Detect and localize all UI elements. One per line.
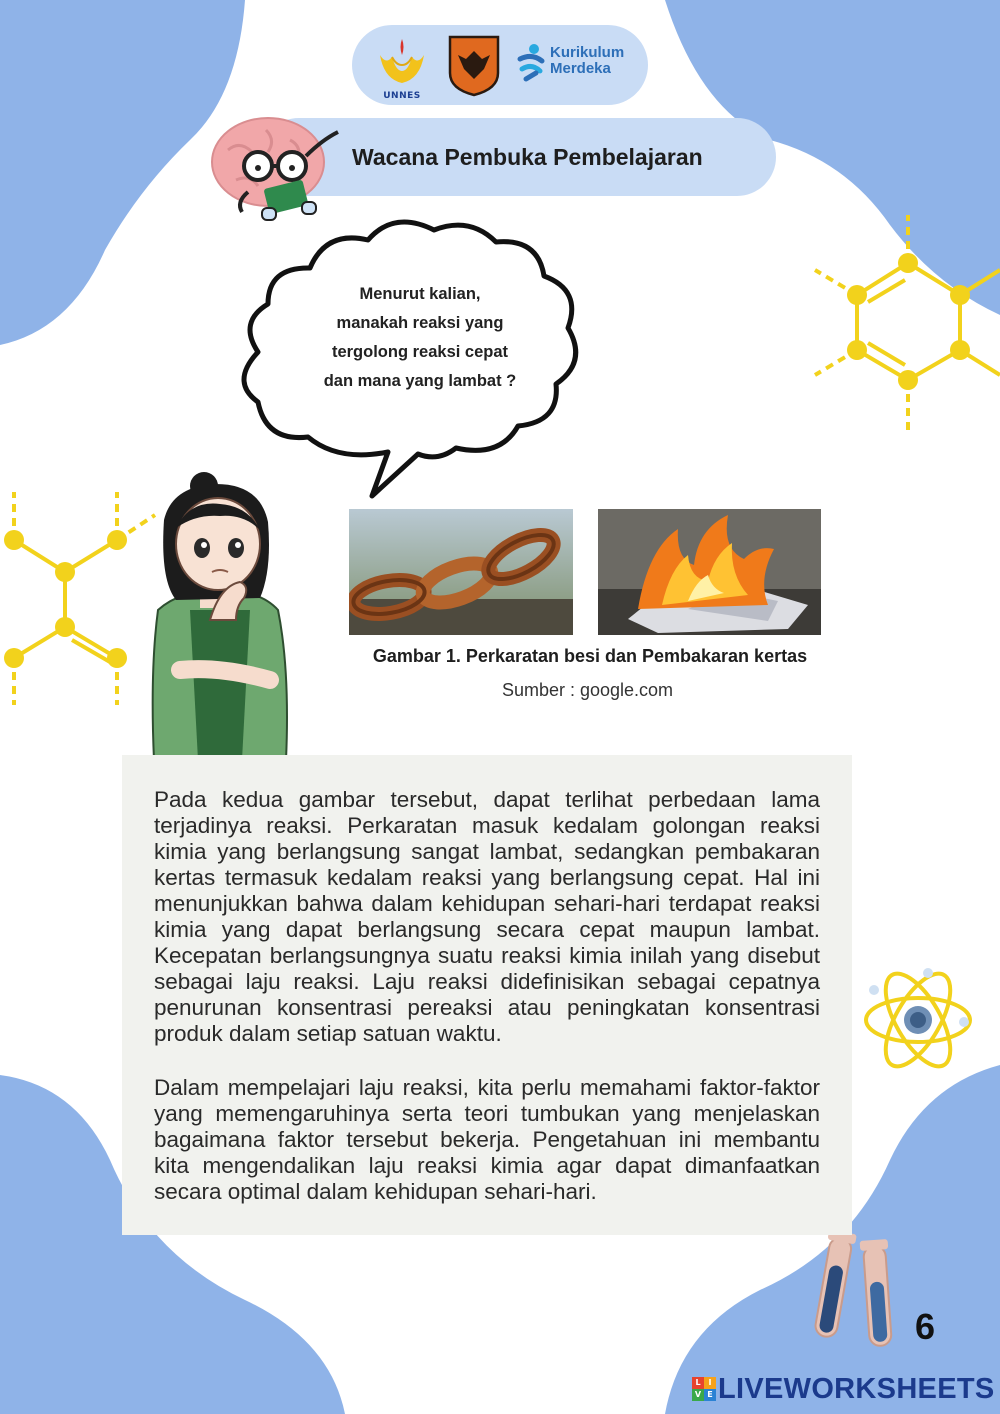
liveworksheets-watermark[interactable]: [692, 1372, 995, 1406]
unnes-logo: [374, 35, 430, 101]
unnes-emblem-icon: [374, 35, 430, 91]
eagle-shield-icon: [448, 33, 500, 97]
page-number: 6: [915, 1306, 936, 1347]
section-title: Wacana Pembuka Pembelajaran: [352, 144, 703, 170]
kurikulum-merdeka-logo: [516, 43, 636, 87]
kurikulum-merdeka-icon: [516, 43, 546, 83]
speech-bubble-question: [290, 280, 550, 396]
school-shield-logo: [448, 33, 500, 97]
atom-icon: [866, 964, 970, 1076]
bubble-line: Menurut kalian,: [359, 285, 481, 303]
figure-caption: Gambar 1. Perkaratan besi dan Pembakaran kertas: [372, 646, 808, 666]
photo-burning-paper: [598, 509, 821, 635]
burning-paper-image: [598, 509, 821, 635]
figure-source: Sumber : google.com: [501, 680, 674, 700]
body-paragraph-1: Pada kedua gambar tersebut, dapat terlihat perbedaan lama terjadinya reaksi. Perkaratan masuk kedalam golongan reaksi kimia yang berlangsung sangat lambat, sedangkan pembakaran kertas termasuk kedalam reaksi yang berlangsung cepat. Hal ini menunjukkan bahwa dalam kehidupan sehari-hari terdapat reaksi kimia yang dapat berlangsung secara cepat maupun lambat. Kecepatan berlangsungnya suatu reaksi kimia inilah yang disebut sebagai laju reaksi. Laju reaksi didefinisikan sebagai cepatnya penurunan konsentrasi pereaksi atau peningkatan konsentrasi produk dalam setiap satuan waktu.: [154, 787, 820, 1046]
unnes-label: UNNES: [383, 91, 421, 101]
bubble-line: dan mana yang lambat ?: [323, 372, 517, 390]
kurikulum-text: Kurikulum: [550, 44, 625, 61]
bubble-line: tergolong reaksi cepat: [331, 343, 509, 361]
body-paragraph-2: Dalam mempelajari laju reaksi, kita perlu memahami faktor-faktor yang memengaruhinya serta teori tumbukan yang menjelaskan bagaimana faktor tersebut bekerja. Pengetahuan ini membantu kita mengendalikan laju reaksi kimia agar dapat dimanfaatkan secara optimal dalam kehidupan sehari-hari.: [154, 1075, 820, 1204]
bubble-line: manakah reaksi yang: [336, 314, 504, 332]
logo-bar: [352, 25, 648, 105]
photo-rusty-chain: [349, 509, 573, 635]
brain-reading-icon: [206, 110, 356, 228]
reading-text-box: [122, 755, 852, 1235]
molecule-icon-left: [14, 492, 155, 705]
liveworksheets-logo-icon: L I V E: [692, 1377, 716, 1401]
merdeka-text: Merdeka: [550, 60, 611, 77]
rusty-chain-image: [349, 509, 573, 635]
liveworksheets-text: LIVEWORKSHEETS: [718, 1372, 995, 1405]
thinking-girl-illustration: [140, 470, 300, 760]
